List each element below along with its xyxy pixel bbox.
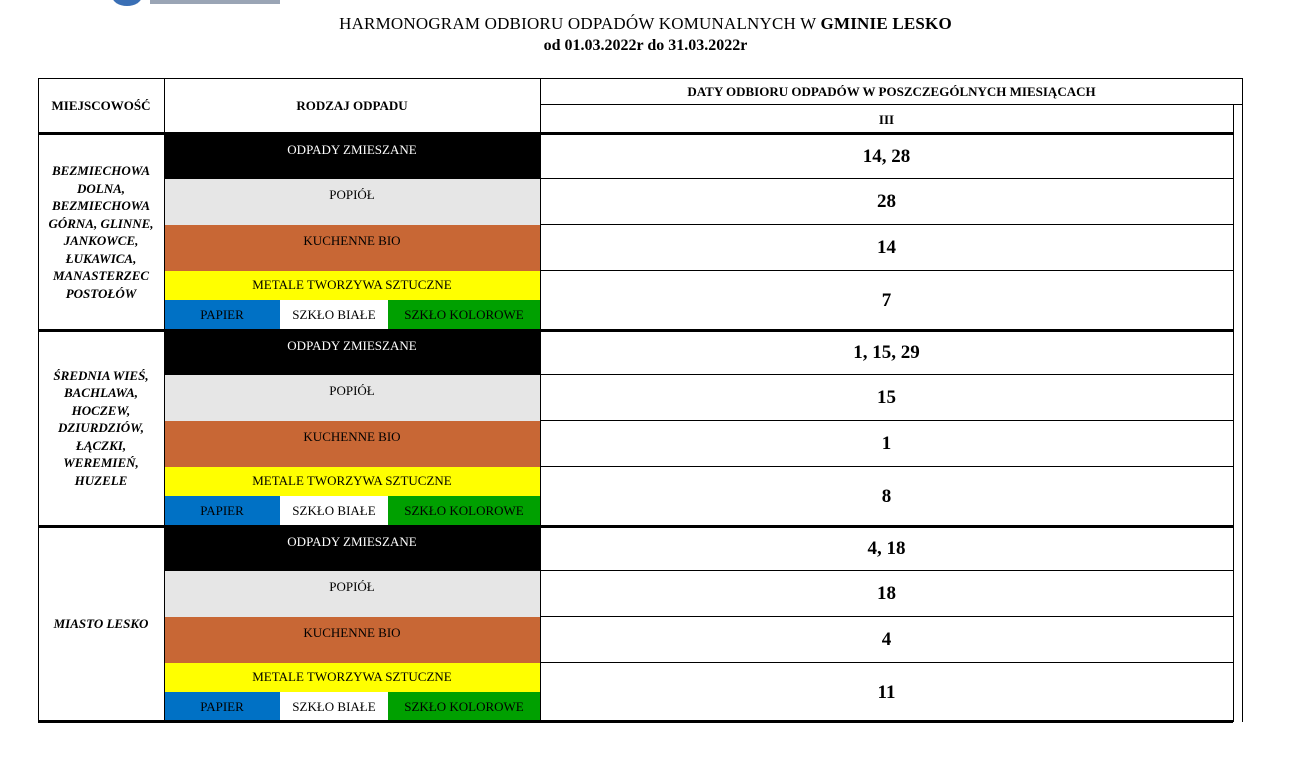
- waste-white-glass: SZKŁO BIAŁE: [280, 692, 388, 722]
- pickup-dates: 4: [881, 629, 892, 650]
- pickup-dates: 14: [877, 237, 896, 258]
- waste-metal-plastic: METALE TWORZYWA SZTUCZNE: [164, 663, 540, 692]
- waste-color-glass: SZKŁO KOLOROWE: [388, 496, 540, 526]
- location-names: ŚREDNIA WIEŚ, BACHLAWA, HOCZEW, DZIURDZIÓW, ŁĄCZKI, WEREMIEŃ, HUZELE: [53, 367, 149, 488]
- pickup-dates: 14, 28: [862, 145, 911, 167]
- pickup-dates: 1: [881, 433, 892, 454]
- title-municipality: GMINIE LESKO: [820, 14, 952, 33]
- document-title: [0, 14, 1291, 34]
- waste-color-glass: SZKŁO KOLOROWE: [388, 300, 540, 330]
- schedule-table: [38, 78, 1243, 724]
- document-period: od 01.03.2022r do 31.03.2022r: [543, 37, 748, 54]
- location-names: BEZMIECHOWA DOLNA, BEZMIECHOWA GÓRNA, GLINNE, JANKOWCE, ŁUKAWICA, MANASTERZEC POSTOŁÓW: [48, 163, 154, 301]
- waste-metal-plastic: METALE TWORZYWA SZTUCZNE: [164, 467, 540, 496]
- waste-paper: PAPIER: [164, 496, 280, 526]
- municipality-logo: [112, 0, 142, 6]
- waste-mixed: ODPADY ZMIESZANE: [164, 526, 540, 571]
- waste-paper: PAPIER: [164, 692, 280, 722]
- table-border-bottom: [38, 720, 1233, 723]
- col-divider-location: [164, 78, 165, 722]
- pickup-dates: 4, 18: [867, 537, 906, 559]
- header-location: MIEJSCOWOŚĆ: [51, 98, 151, 113]
- title-prefix: HARMONOGRAM ODBIORU ODPADÓW KOMUNALNYCH W: [339, 14, 821, 33]
- table-border-top: [38, 78, 1243, 79]
- waste-paper: PAPIER: [164, 300, 280, 330]
- waste-white-glass: SZKŁO BIAŁE: [280, 496, 388, 526]
- waste-color-glass: SZKŁO KOLOROWE: [388, 692, 540, 722]
- waste-ash: POPIÓŁ: [164, 179, 540, 225]
- waste-kitchen-bio: KUCHENNE BIO: [164, 617, 540, 663]
- waste-ash: POPIÓŁ: [164, 375, 540, 421]
- pickup-dates: 18: [877, 583, 896, 604]
- header-sub-divider: [540, 104, 1243, 105]
- header-month: III: [878, 111, 895, 127]
- table-border-right: [1233, 105, 1234, 722]
- header-waste-type: RODZAJ ODPADU: [296, 98, 408, 113]
- waste-ash: POPIÓŁ: [164, 571, 540, 617]
- waste-metal-plastic: METALE TWORZYWA SZTUCZNE: [164, 271, 540, 300]
- header-dates: DATY ODBIORU ODPADÓW W POSZCZEGÓLNYCH MIESIĄCACH: [687, 83, 1096, 99]
- logo-caption: [150, 0, 280, 4]
- col-divider-dates: [540, 78, 541, 722]
- table-border-left: [38, 78, 39, 722]
- waste-kitchen-bio: KUCHENNE BIO: [164, 421, 540, 467]
- header-divider: [38, 132, 1233, 135]
- waste-mixed: ODPADY ZMIESZANE: [164, 134, 540, 179]
- waste-mixed: ODPADY ZMIESZANE: [164, 330, 540, 375]
- waste-kitchen-bio: KUCHENNE BIO: [164, 225, 540, 271]
- waste-white-glass: SZKŁO BIAŁE: [280, 300, 388, 330]
- pickup-dates: 7: [881, 289, 892, 311]
- pickup-dates: 15: [877, 387, 896, 408]
- pickup-dates: 8: [881, 485, 892, 507]
- pickup-dates: 28: [877, 191, 896, 212]
- table-border-right-outer: [1242, 78, 1243, 722]
- pickup-dates: 1, 15, 29: [853, 341, 920, 363]
- pickup-dates: 11: [877, 681, 896, 703]
- location-names: MIASTO LESKO: [53, 616, 149, 632]
